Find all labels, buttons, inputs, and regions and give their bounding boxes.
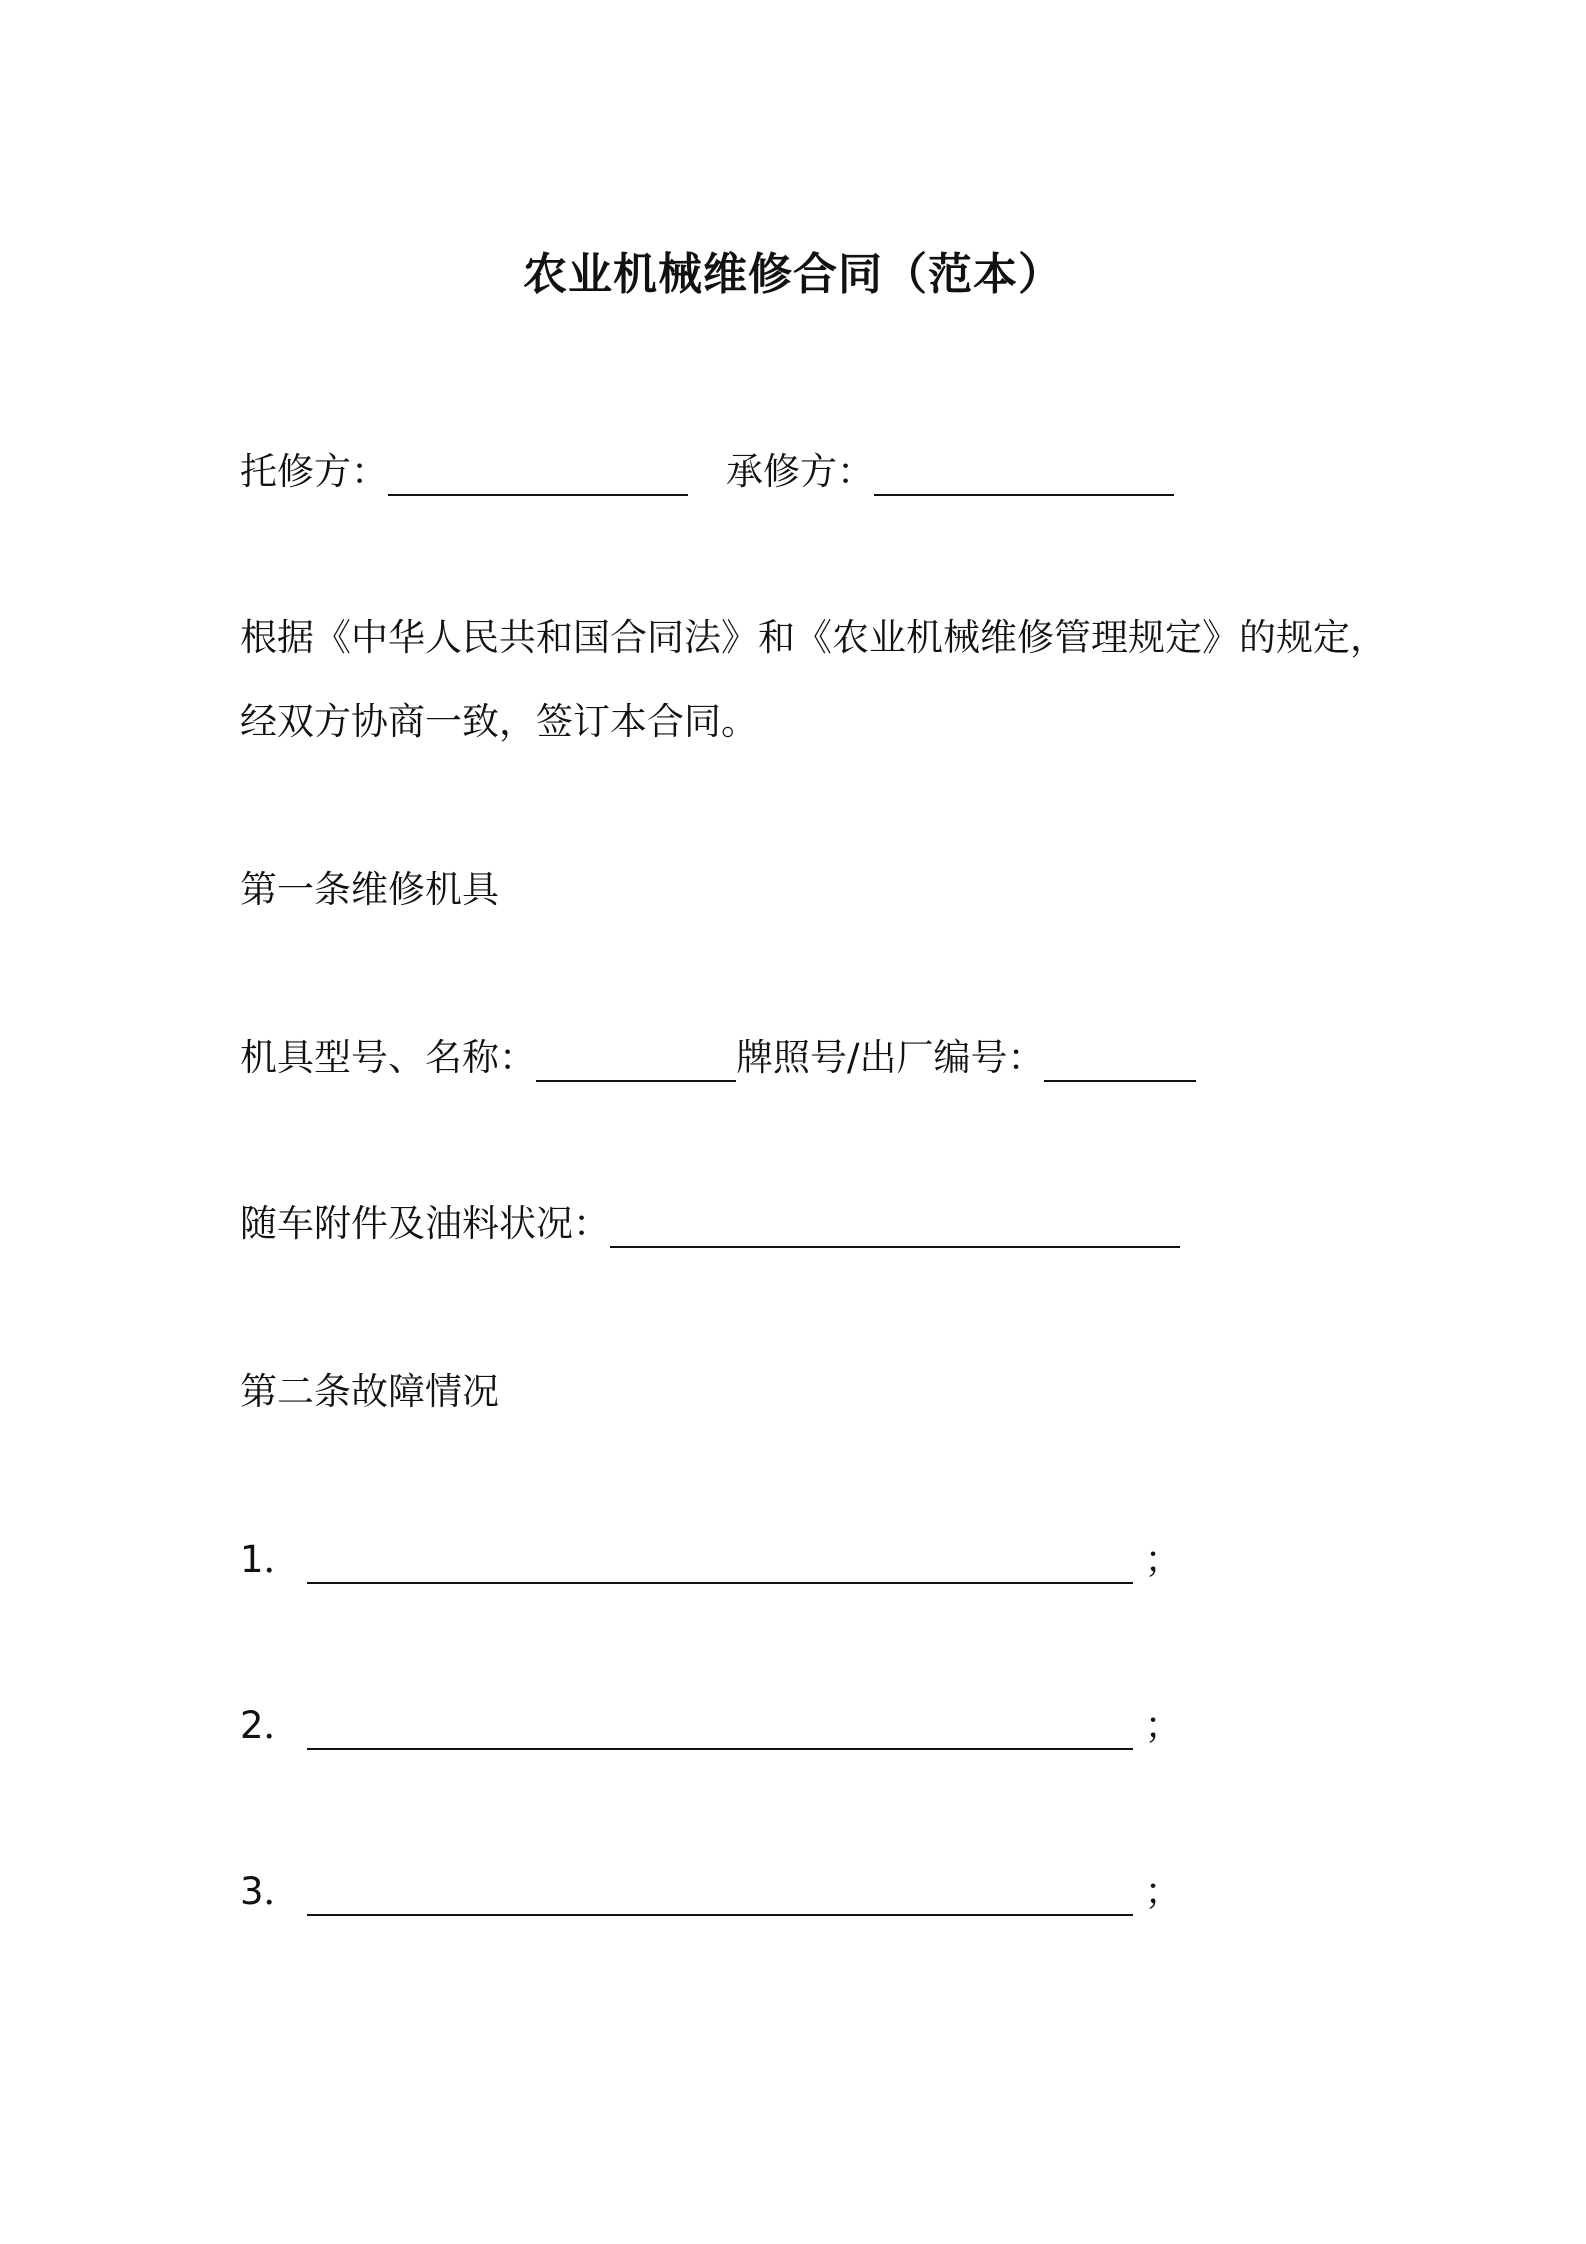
fault-item-end: ； [1144, 1538, 1182, 1581]
document-title: 农业机械维修合同（范本） [523, 249, 1063, 300]
accessories-blank[interactable] [610, 1206, 1180, 1248]
fault-item-end: ； [1144, 1704, 1182, 1747]
contractor-label: 承修方： [726, 450, 874, 493]
fault-item-blank[interactable] [307, 1542, 1133, 1584]
machine-info-row [240, 1034, 1196, 1082]
client-label: 托修方： [240, 450, 388, 493]
fault-item-3 [240, 1868, 1182, 1916]
article2-heading: 第二条故障情况 [240, 1370, 499, 1413]
fault-item-blank[interactable] [307, 1708, 1133, 1750]
fault-item-blank[interactable] [307, 1874, 1133, 1916]
accessories-label: 随车附件及油料状况： [240, 1202, 610, 1245]
preamble-line-1: 根据《中华人民共和国合同法》和《农业机械维修管理规定》的规定， [240, 616, 1387, 659]
parties-row [240, 448, 1174, 496]
fault-item-1 [240, 1536, 1182, 1584]
plate-label: 牌照号/出厂编号： [736, 1036, 1045, 1079]
model-label: 机具型号、名称： [240, 1036, 536, 1079]
fault-item-number: 2． [240, 1704, 301, 1747]
fault-item-number: 1． [240, 1538, 301, 1581]
fault-item-end: ； [1144, 1870, 1182, 1913]
fault-item-number: 3． [240, 1870, 301, 1913]
fault-item-2 [240, 1702, 1182, 1750]
contractor-blank[interactable] [874, 454, 1174, 496]
preamble-line-2: 经双方协商一致，签订本合同。 [240, 700, 758, 743]
plate-blank[interactable] [1044, 1040, 1196, 1082]
client-blank[interactable] [388, 454, 688, 496]
accessories-row [240, 1200, 1180, 1248]
article1-heading: 第一条维修机具 [240, 868, 499, 911]
model-blank[interactable] [536, 1040, 736, 1082]
